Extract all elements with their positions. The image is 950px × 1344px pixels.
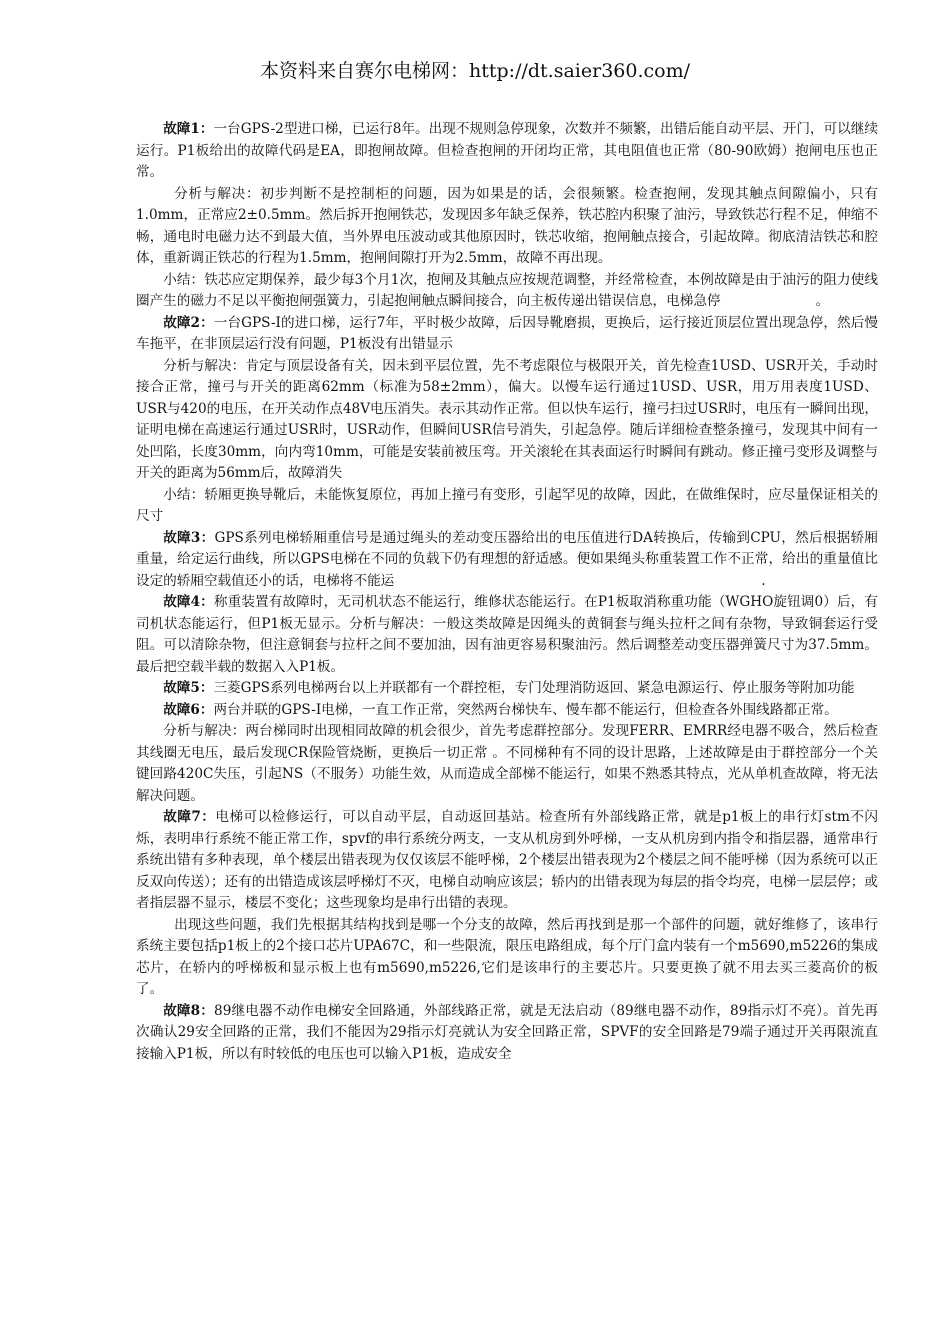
document-body — [136, 119, 878, 1065]
paragraph-text: 出现这些问题，我们先根据其结构找到是哪一个分支的故障，然后再找到是那一个部件的问题，就好维修了，该串行系统主要包括p1板上的2个接口芯片UPA67C，和一些限流，限压电路组成，每个厅门盒内装有一个m5690,m5226的集成芯片，在轿内的呼梯板和显示板上也有m5690,m5226,它们是该串行的主要芯片。只要更换了就不用去买三菱高价的板了。 — [136, 916, 878, 997]
fault-7-explanation — [136, 915, 878, 1001]
fault-6-analysis — [136, 721, 878, 807]
paragraph-text: 分析与解决：两台梯同时出现相同故障的机会很少，首先考虑群控部分。发现FERR、EMRR经电器不吸合，然后检查其线圈无电压，最后发现CR保险管烧断，更换后一切正常 。不同梯种有不同的设计思路，上述故障是由于群控部分一个关键回路420C失压，引起NS（不服务）功能生效，从而造成全部梯不能运行，如果不熟悉其特点，光从单机查故障，将无法解决问题。 — [136, 723, 878, 804]
fault-6-paragraph — [136, 700, 878, 722]
fault-8-paragraph — [136, 1001, 878, 1066]
fault-1-summary — [136, 270, 878, 313]
fault-label: 故障2： — [163, 314, 214, 331]
paragraph-text: 两台并联的GPS-I电梯，一直工作正常，突然两台梯快车、慢车都不能运行，但检查各外围线路都正常。 — [213, 701, 838, 718]
fault-label: 故障6： — [163, 701, 214, 718]
fault-2-paragraph — [136, 313, 878, 356]
fault-5-paragraph — [136, 678, 878, 700]
fault-label: 故障4： — [163, 594, 214, 610]
fault-2-summary — [136, 485, 878, 528]
source-header: 本资料来自赛尔电梯网：http://dt.saier360.com/ — [260, 60, 690, 82]
fault-label: 故障7： — [163, 809, 216, 825]
fault-label: 故障8： — [163, 1002, 215, 1019]
fault-label: 故障1： — [163, 121, 214, 137]
paragraph-text: 三菱GPS系列电梯两台以上并联都有一个群控柜，专门处理消防返回、紧急电源运行、停止服务等附加功能 — [213, 680, 855, 696]
fault-label: 故障3： — [163, 529, 215, 546]
paragraph-text: 称重装置有故障时，无司机状态不能运行，维修状态能运行。在P1板取消称重功能（WGHO旋钮调0）后，有司机状态能运行，但P1板无显示。分析与解决：一般这类故障是因绳头的黄铜套与绳头拉杆之间有杂物，导致铜套运行受阻。可以清除杂物，但注意铜套与拉杆之间不要加油，因有油更容易积聚油污。然后调整差动变压器弹簧尺寸为37.5mm。最后把空载半载的数据入入P1板。 — [136, 594, 878, 675]
paragraph-text: 分析与解决：肯定与顶层设备有关，因未到平层位置，先不考虑限位与极限开关，首先检查1USD、USR开关，手动时接合正常，撞弓与开关的距离62mm（标准为58±2mm），偏大。以慢车运行通过1USD、USR，用万用表度1USD、USR与420的电压，在开关动作点48V电压消失。表示其动作正常。但以快车运行，撞弓扫过USR时，电压有一瞬间出现，证明电梯在高速运行通过USR时，USR动作，但瞬间USR信号消失，引起急停。随后详细检查整条撞弓，发现其中间有一处凹陷，长度30mm，向内弯10mm，可能是安装前被压弯。开关滚轮在其表面运行时瞬间有跳动。修正撞弓变形及调整与开关的距离为56mm后，故障消失 — [136, 357, 878, 481]
paragraph-text: 小结：轿厢更换导靴后，未能恢复原位，再加上撞弓有变形，引起罕见的故障，因此，在做维保时，应尽量保证相关的尺寸 — [136, 486, 878, 524]
paragraph-text: 电梯可以检修运行，可以自动平层，自动返回基站。检查所有外部线路正常，就是p1板上的串行灯stm不闪烁，表明串行系统不能正常工作，spvf的串行系统分两支，一支从机房到外呼梯，一支从机房到内指令和指层器，通常串行系统出错有多种表现，单个楼层出错表现为仅仅该层不能呼梯，2个楼层出错表现为2个楼层之间不能呼梯（因为系统可以正反双向传送）；还有的出错造成该层呼梯灯不灭，电梯自动响应该层；轿内的出错表现为每层的指令均亮，电梯一层层停；或者指层器不显示，楼层不变化；这些现象均是串行出错的表现。 — [136, 809, 878, 911]
paragraph-text: 分析与解决：初步判断不是控制柜的问题，因为如果是的话，会很频繁。检查抱闸，发现其触点间隙偏小，只有1.0mm，正常应2±0.5mm。然后拆开抱闸铁芯，发现因多年缺乏保养，铁芯腔内积聚了油污，导致铁芯行程不足，伸缩不畅，通电时电磁力达不到最大值，当外界电压波动或其他原因时，铁芯收缩，抱闸触点接合，引起故障。彻底清洁铁芯和腔体，重新调正铁芯的行程为1.5mm，抱闸间隙打开为2.5mm，故障不再出现。 — [136, 185, 878, 266]
paragraph-text: 89继电器不动作电梯安全回路通，外部线路正常，就是无法启动（89继电器不动作，89指示灯不亮）。首先再次确认29安全回路的正常，我们不能因为29指示灯亮就认为安全回路正常，SPVF的安全回路是79端子通过开关再限流直接输入P1板，所以有时较低的电压也可以输入P1板，造成安全 — [136, 1002, 878, 1062]
paragraph-text: 一台GPS-2型进口梯，已运行8年。出现不规则急停现象，次数并不频繁，出错后能自动平层、开门，可以继续运行。P1板给出的故障代码是EA，即抱闸故障。但检查抱闸的开闭均正常，其电阻值也正常（80-90欧姆）抱闸电压也正常。 — [136, 121, 878, 180]
fault-1-paragraph — [136, 119, 878, 184]
fault-2-analysis — [136, 356, 878, 485]
paragraph-text: 一台GPS-I的进口梯，运行7年，平时极少故障，后因导靴磨损，更换后，运行接近顶层位置出现急停，然后慢车拖平，在非顶层运行没有问题，P1板没有出错显示 — [136, 314, 878, 352]
fault-7-paragraph — [136, 807, 878, 915]
fault-3-paragraph — [136, 528, 878, 593]
fault-4-paragraph — [136, 592, 878, 678]
paragraph-text: GPS系列电梯轿厢重信号是通过绳头的差动变压器给出的电压值进行DA转换后，传输到CPU，然后根据轿厢重量，给定运行曲线，所以GPS电梯在不同的负载下仍有理想的舒适感。便如果绳头称重装置工作不正常，给出的重量值比设定的轿厢空载值还小的话，电梯将不能运 . — [136, 529, 878, 589]
paragraph-text: 小结：铁芯应定期保养，最少每3个月1次，抱闸及其触点应按规范调整，并经常检查，本例故障是由于油污的阻力使线圈产生的磁力不足以平衡抱闸强簧力，引起抱闸触点瞬间接合，向主板传递出错误信息，电梯急停 。 — [136, 271, 878, 309]
fault-label: 故障5： — [163, 680, 214, 696]
fault-1-analysis — [136, 184, 878, 270]
